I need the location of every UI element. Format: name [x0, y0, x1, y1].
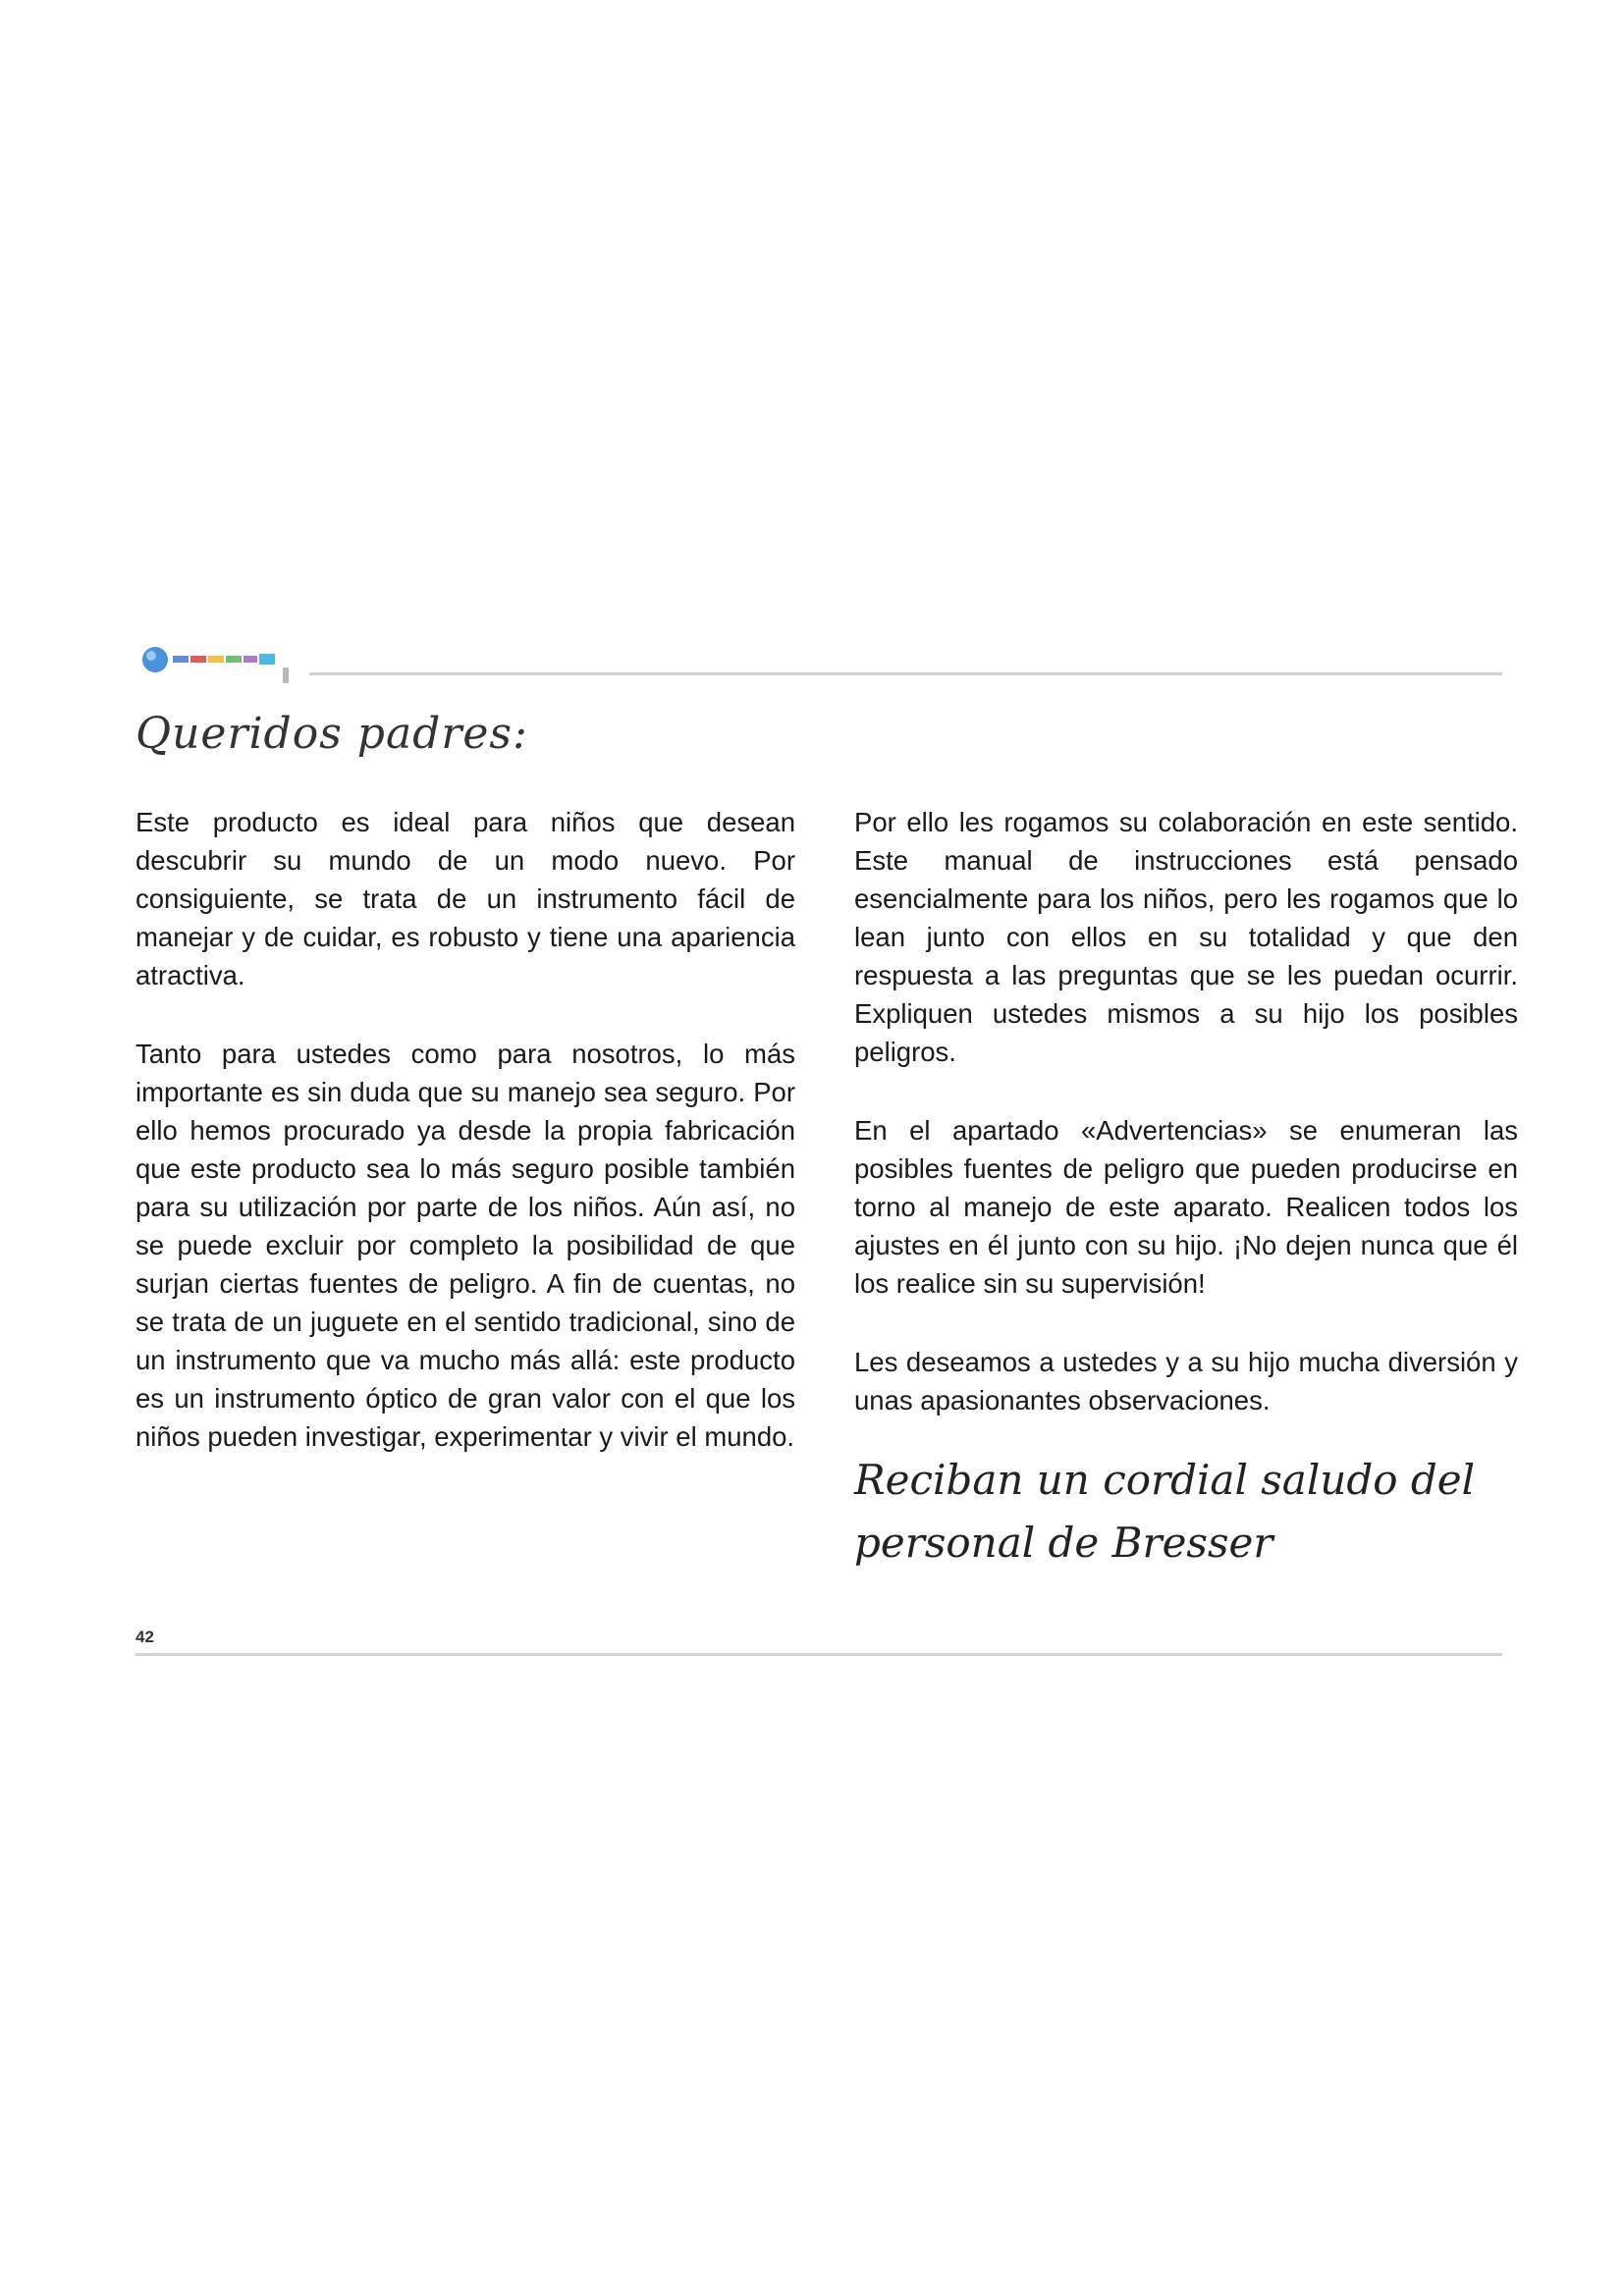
left-paragraph-1: Este producto es ideal para niños que desean descubrir su mundo de un modo nuevo. Por consiguiente, se trata de un instrumento fácil de manejar y de cuidar, es robusto y tiene una apariencia atractiva.	[135, 807, 795, 990]
footer-rule	[135, 1653, 1502, 1656]
right-paragraph-1: Por ello les rogamos su colaboración en este sentido. Este manual de instrucciones está pensado esencialmente para los niños, pero les rogamos que lo lean junto con ellos en su totalidad y que den respuesta a las preguntas que se les puedan ocurrir. Expliquen ustedes mismos a su hijo los posibles peligros.	[854, 807, 1518, 1067]
left-column	[135, 803, 795, 1496]
brand-logo	[137, 638, 295, 691]
header-rule	[309, 672, 1502, 675]
right-paragraph-3: Les deseamos a ustedes y a su hijo mucha diversión y unas apasionantes observaciones.	[854, 1347, 1518, 1415]
right-column	[854, 803, 1518, 1460]
page-number: 42	[135, 1628, 154, 1646]
right-paragraph-2: En el apartado «Advertencias» se enumeran las posibles fuentes de peligro que pueden producirse en torno al manejo de este aparato. Realicen todos los ajustes en él junto con su hijo. ¡No dejen nunca que él los realice sin su supervisión!	[854, 1115, 1518, 1299]
signoff: Reciban un cordial saludo del personal de Bresser	[854, 1456, 1476, 1567]
page-heading: Queridos padres:	[135, 709, 528, 759]
left-paragraph-2: Tanto para ustedes como para nosotros, lo más importante es sin duda que su manejo sea seguro. Por ello hemos procurado ya desde la propia fabricación que este producto sea lo más seguro posible también para su utilización por parte de los niños. Aún así, no se puede excluir por completo la posibilidad de que surjan ciertas fuentes de peligro. A fin de cuentas, no se trata de un juguete en el sentido tradicional, sino de un instrumento que va mucho más allá: este producto es un instrumento óptico de gran valor con el que los niños pueden investigar, experimentar y vivir el mundo.	[135, 1039, 795, 1452]
